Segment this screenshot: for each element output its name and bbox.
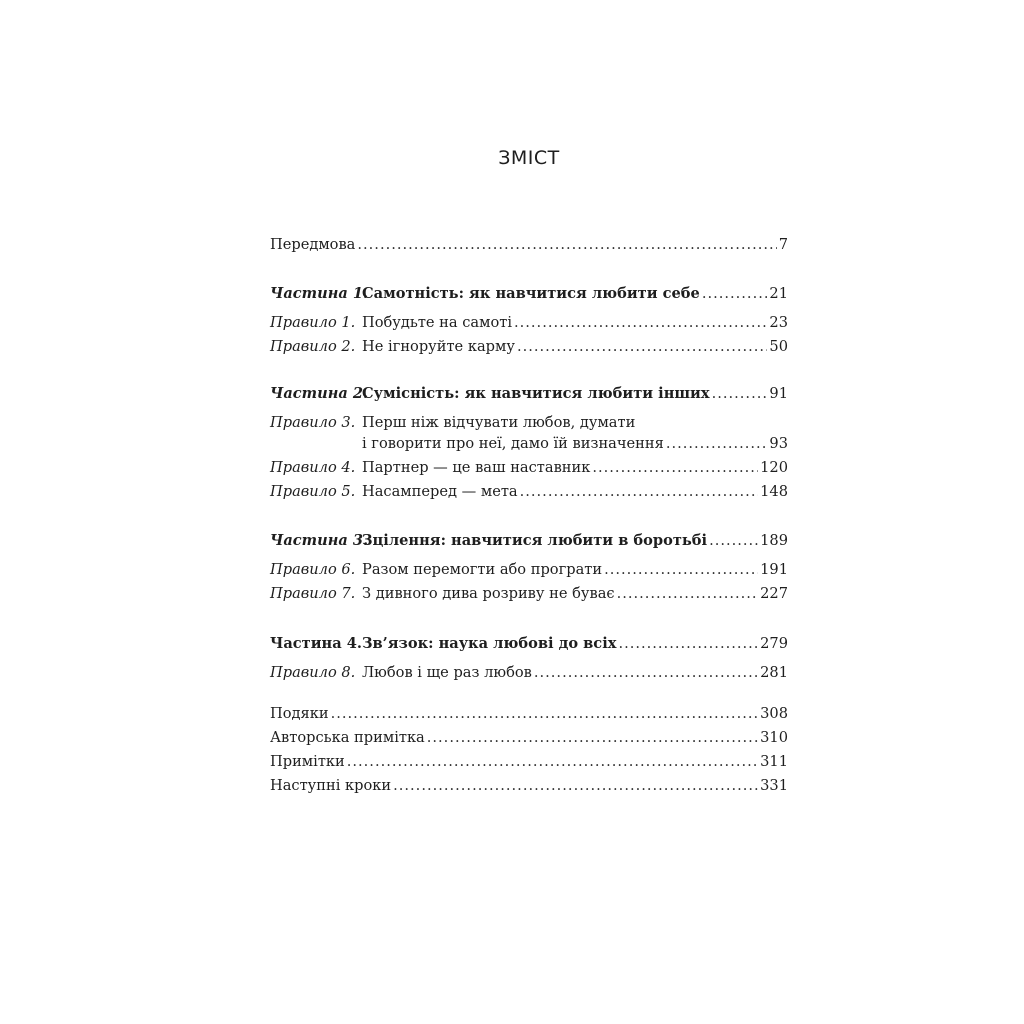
entry-text: Передмова	[270, 236, 356, 253]
page-number: 23	[769, 314, 788, 331]
rule-label: Правило 8.	[270, 664, 356, 681]
toc-entry-part-1[interactable]	[270, 284, 788, 303]
page-number: 281	[760, 664, 788, 681]
dot-leader	[592, 458, 758, 477]
page-number: 148	[760, 483, 788, 500]
entry-text: Примітки	[270, 753, 345, 770]
toc-entry-rule-6[interactable]	[270, 560, 788, 579]
page-number: 310	[760, 729, 788, 746]
dot-leader	[666, 433, 768, 454]
part-label: Частина 1.	[270, 285, 369, 302]
page-number: 7	[778, 236, 788, 253]
toc-entry-rule-1[interactable]	[270, 313, 788, 332]
page-number: 191	[760, 561, 788, 578]
rule-text: Партнер — це ваш наставник	[362, 459, 591, 476]
page-number: 308	[760, 705, 788, 722]
page-title: ЗМІСТ	[498, 147, 560, 169]
rule-label: Правило 3.	[270, 414, 356, 431]
toc-entry-preface[interactable]	[270, 235, 788, 254]
dot-leader	[702, 284, 768, 303]
toc-entry-rule-4[interactable]	[270, 458, 788, 477]
page-number: 331	[760, 777, 788, 794]
dot-leader	[520, 482, 759, 501]
part-title: Сумісність: як навчитися любити інших	[362, 385, 710, 402]
page-number: 311	[760, 753, 788, 770]
rule-label: Правило 1.	[270, 314, 356, 331]
rule-label: Правило 5.	[270, 483, 356, 500]
rule-text: З дивного дива розриву не буває	[362, 585, 615, 602]
rule-label: Правило 4.	[270, 459, 356, 476]
rule-text: Побудьте на самоті	[362, 314, 512, 331]
toc-entry-rule-8[interactable]	[270, 663, 788, 682]
toc-entry-rule-7[interactable]	[270, 584, 788, 603]
dot-leader	[393, 776, 758, 795]
page-number: 189	[760, 532, 788, 549]
page-number: 93	[769, 435, 788, 452]
toc-entry-rule-2[interactable]	[270, 337, 788, 356]
rule-label: Правило 6.	[270, 561, 356, 578]
toc-entry-part-2[interactable]	[270, 384, 788, 403]
dot-leader	[604, 560, 758, 579]
page-number: 279	[760, 635, 788, 652]
page-number: 227	[760, 585, 788, 602]
rule-text: Не ігноруйте карму	[362, 338, 515, 355]
part-label: Частина 2.	[270, 385, 369, 402]
dot-leader	[712, 384, 768, 403]
part-title: Зцілення: навчитися любити в боротьбі	[362, 532, 708, 549]
part-label: Частина 3.	[270, 532, 369, 549]
dot-leader	[709, 531, 758, 550]
toc-entry-notes[interactable]	[270, 752, 788, 771]
part-label: Частина 4.	[270, 635, 362, 652]
page-number: 50	[769, 338, 788, 355]
dot-leader	[427, 728, 758, 747]
toc-entry-part-4[interactable]	[270, 634, 788, 653]
page-number: 91	[769, 385, 788, 402]
toc-entry-next-steps[interactable]	[270, 776, 788, 795]
rule-text: Любов і ще раз любов	[362, 664, 532, 681]
part-title: Зв’язок: наука любові до всіх	[362, 635, 617, 652]
dot-leader	[618, 634, 758, 653]
page-number: 21	[769, 285, 788, 302]
toc-entry-acknowledgements[interactable]	[270, 704, 788, 723]
toc-entry-rule-5[interactable]	[270, 482, 788, 501]
entry-text: Подяки	[270, 705, 329, 722]
toc-entry-rule-3[interactable]	[270, 412, 788, 454]
page-number: 120	[760, 459, 788, 476]
rule-text-line-1: Перш ніж відчувати любов, думати	[362, 414, 636, 431]
rule-label: Правило 7.	[270, 585, 356, 602]
entry-text: Авторська примітка	[270, 729, 425, 746]
rule-text: Насамперед — мета	[362, 483, 518, 500]
dot-leader	[331, 704, 759, 723]
rule-text-line-2: і говорити про неї, дамо їй визначення	[362, 435, 664, 452]
entry-text: Наступні кроки	[270, 777, 392, 794]
dot-leader	[534, 663, 758, 682]
dot-leader	[357, 235, 776, 254]
dot-leader	[514, 313, 767, 332]
toc-entry-author-note[interactable]	[270, 728, 788, 747]
toc-entry-part-3[interactable]	[270, 531, 788, 550]
dot-leader	[347, 752, 758, 771]
rule-label: Правило 2.	[270, 338, 356, 355]
part-title: Самотність: як навчитися любити себе	[362, 285, 700, 302]
rule-text: Разом перемогти або програти	[362, 561, 603, 578]
dot-leader	[517, 337, 767, 356]
dot-leader	[617, 584, 759, 603]
